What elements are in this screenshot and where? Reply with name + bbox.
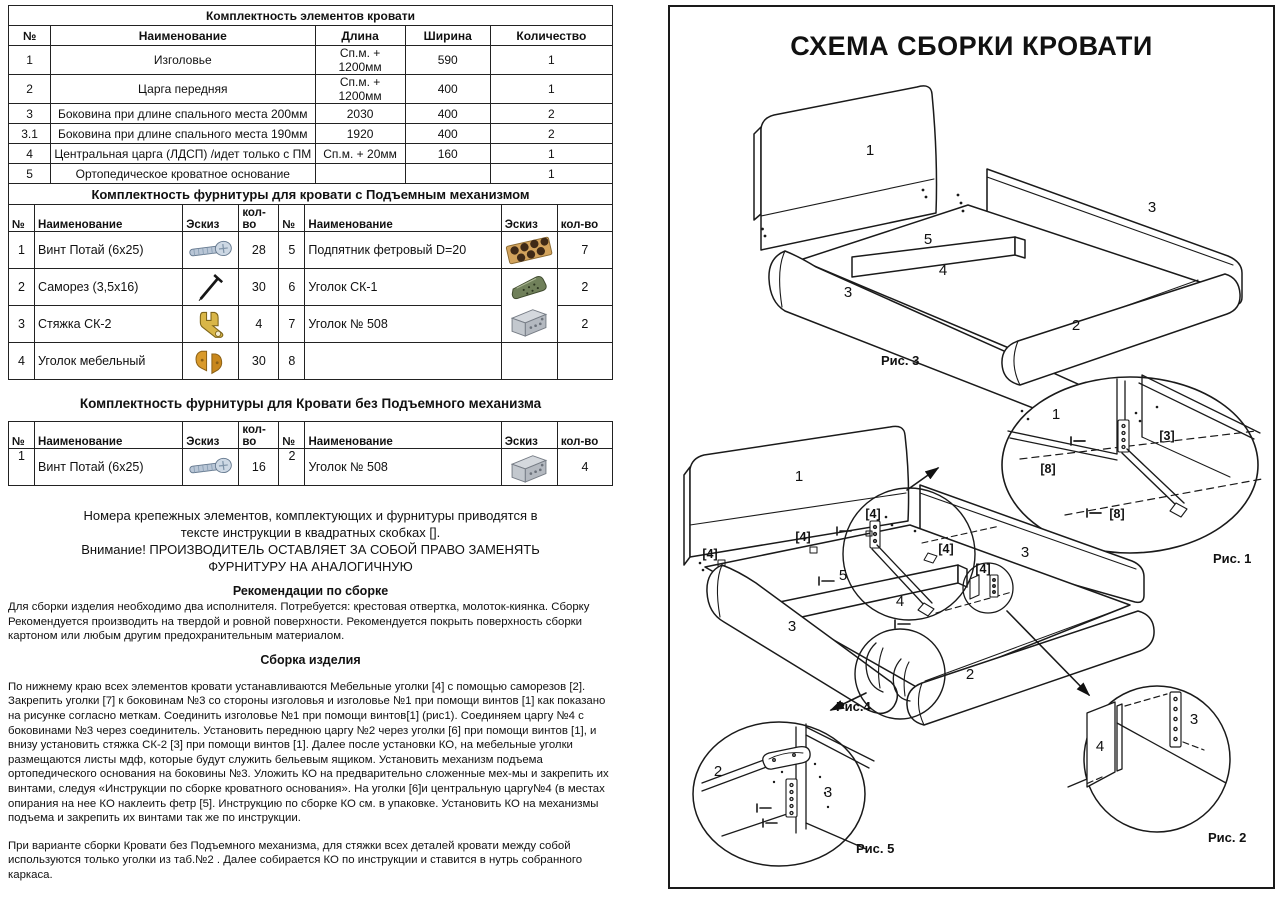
cell-length [315,164,405,184]
cell-qty [557,343,612,380]
fig1-label-bolt-b: [8] [1109,507,1125,521]
table-row [9,449,613,486]
col-header-sketch: Эскиз [183,205,239,232]
cell-name [305,343,501,380]
scheme-title: СХЕМА СБОРКИ КРОВАТИ [790,31,1153,61]
cell-num: 2 [9,75,51,104]
hardware-with-lift-table [8,183,613,380]
cell-qty: 16 [239,449,279,486]
fig4-label-headboard: 1 [794,468,804,485]
fig2-caption: Рис. 2 [1208,830,1247,845]
fig3-label-center-rail: 4 [938,262,948,279]
fig3-label-side-right: 3 [1147,199,1157,216]
col-header-num: № [279,422,305,449]
bed-elements-table [8,5,613,184]
corner-ck1-icon [508,274,550,304]
table-row [9,104,613,124]
cell-name: Уголок СК-1 [305,269,501,306]
col-header-num: № [9,422,35,449]
hardware-without-lift-table [8,421,613,486]
note-line: ФУРНИТУРУ НА АНАЛОГИЧНУЮ [208,559,413,574]
cell-name: Ортопедическое кроватное основание [51,164,315,184]
cell-name: Винт Потай (6x25) [35,449,183,486]
corner-508-icon [506,451,552,483]
table-header-row [9,26,613,46]
col-header-qty: Количество [490,26,612,46]
tie-ck2-icon [193,308,229,340]
fig3-label-front-rail: 2 [1071,317,1081,334]
table-row [9,232,613,269]
col-header-sketch: Эскиз [501,205,557,232]
cell-name: Уголок № 508 [305,306,501,343]
cell-width: 160 [405,144,490,164]
fig4-label-front-rail: 2 [965,666,975,683]
fig1-caption: Рис. 1 [1213,551,1252,566]
fig4-label-platform: 5 [838,567,848,584]
table-row [9,144,613,164]
col-header-sketch: Эскиз [183,422,239,449]
cell-name: Уголок мебельный [35,343,183,380]
fig5-label-side: 3 [823,784,833,801]
merged-sketch-cell [501,269,557,343]
cell-name: Боковина при длине спального места 190мм [51,124,315,144]
assembly-paragraph-1: По нижнему краю всех элементов кровати устанавливаются Мебельные уголки [4] с помощью саморезов [2]. Закрепить уголки [7] к боковинам №3 со стороны изголовья и изголовье №1 при помощи винтов [1] как показано на рисунке согласно меткам. Соединить изголовье №1 при помощи винтов[1] (рис1). Соединяем царгу №4 с боковинами №3 через соединитель. Установить переднюю царгу №2 через уголки [6] при помощи винтов [1], и внизу установить стяжка СК-2 [3] при помощи винтов [1]. Далее после установки КО, на мебельные уголки размещаются листы мдф, которые будут служить бельевым ящиком. Установить механизм подъема ортопедического основания на боковины №3. Уложить КО на предварительно сложенные мех-мы и закрепить их винтами, следуя «Инструкции по сборке кроватного основания». На уголки [6]и центральную царгу№4 (в местах опирания на нее КО наклеить фетр [5]. Инструкцию по сборке КО см. в упаковке. Установить КО на механизмы подъема и закрепить их винтами так же по инструкции. [8,680,609,825]
fig4-label-corner-e: [4] [975,562,991,576]
recommendations-text: Для сборки изделия необходимо два исполнителя. Потребуется: крестовая отвертка, молоток-киянка. Сборку Рекомендуется производить на твердой и ровной поверхности. Рекомендуется покрыть поверхность сборки картоном или любым другим предохранительным материалом. [8,601,590,643]
cell-length: Сп.м. + 1200мм [315,75,405,104]
empty-sketch-cell [501,343,557,380]
bed-elements-table-title: Комплектность элементов кровати [9,6,613,26]
cell-num: 2 [9,269,35,306]
cell-num: 5 [279,232,305,269]
cell-qty: 2 [490,104,612,124]
cell-name: Уголок № 508 [305,449,501,486]
table-row [9,164,613,184]
cell-qty: 1 [490,46,612,75]
col-header-name: Наименование [51,26,315,46]
cell-name: Изголовье [51,46,315,75]
corner-508-icon [506,305,552,337]
cell-qty: 30 [239,269,279,306]
furniture-corner-icon [193,346,229,376]
cell-width [405,164,490,184]
fig3-drawing [754,86,1242,427]
self-tapping-screw-icon [194,271,228,303]
col-header-sketch: Эскиз [501,422,557,449]
cell-name: Боковина при длине спального места 200мм [51,104,315,124]
fig1-label-bolt-a: [8] [1040,462,1056,476]
fig5-caption: Рис. 5 [856,841,895,856]
cell-num: 3 [9,104,51,124]
cell-qty: 1 [490,144,612,164]
screw-icon [187,455,235,479]
note-line: тексте инструкции в квадратных скобках []. [180,525,441,540]
hardware-with-lift-title: Комплектность фурнитуры для кровати с Подъемным механизмом [9,184,613,205]
table-row [9,269,613,306]
fig2-drawing [1068,686,1230,832]
cell-num: 7 [279,306,305,343]
cell-num: 4 [9,343,35,380]
recommendations-title: Рекомендации по сборке [232,584,389,598]
fig4-label-corner-b: [4] [795,530,811,544]
cell-qty: 4 [557,449,612,486]
felt-pads-icon [504,234,554,266]
fig4-label-side-left: 3 [787,618,797,635]
cell-num: 4 [9,144,51,164]
fig3-label-side-left: 3 [843,284,853,301]
table-row [9,75,613,104]
table-header-row [9,422,613,449]
cell-width: 400 [405,75,490,104]
fig3-label-headboard: 1 [865,142,875,159]
fig1-label-headboard: 1 [1051,406,1061,423]
cell-length: Сп.м. + 1200мм [315,46,405,75]
fig1-label-tie: [3] [1159,429,1175,443]
cell-qty: 4 [239,306,279,343]
cell-num: 1 [9,46,51,75]
cell-qty: 1 [490,164,612,184]
table-header-row [9,205,613,232]
col-header-num: № [9,26,51,46]
fig3-caption: Рис. 3 [881,353,920,368]
fig2-label-side: 3 [1189,711,1199,728]
cell-width: 400 [405,124,490,144]
cell-qty: 28 [239,232,279,269]
col-header-qty: кол-во [239,422,279,449]
cell-name: Стяжка СК-2 [35,306,183,343]
col-header-name: Наименование [305,205,501,232]
cell-length: 1920 [315,124,405,144]
screw-icon [187,238,235,262]
cell-name: Царга передняя [51,75,315,104]
cell-qty: 7 [557,232,612,269]
fig3-label-platform: 5 [923,231,933,248]
cell-length: Сп.м. + 20мм [315,144,405,164]
fig4-label-corner-a: [4] [702,547,718,561]
fig4-label-corner-c: [4] [865,507,881,521]
parts-lists-column [8,5,613,883]
col-header-name: Наименование [35,205,183,232]
col-header-num: № [9,205,35,232]
col-header-name: Наименование [35,422,183,449]
cell-num: 1 [9,449,35,486]
cell-name: Центральная царга (ЛДСП) /идет только с ПМ [51,144,315,164]
col-header-width: Ширина [405,26,490,46]
cell-width: 400 [405,104,490,124]
col-header-num: № [279,205,305,232]
hardware-without-lift-title: Комплектность фурнитуры для Кровати без Подъемного механизма [79,396,542,411]
fasteners-note [8,507,613,575]
col-header-name: Наименование [305,422,501,449]
cell-qty: 2 [557,269,612,306]
cell-num: 6 [279,269,305,306]
col-header-length: Длина [315,26,405,46]
assembly-title: Сборка изделия [260,652,361,667]
assembly-scheme-panel [668,5,1275,889]
col-header-qty: кол-во [557,205,612,232]
note-line: Внимание! ПРОИЗВОДИТЕЛЬ ОСТАВЛЯЕТ ЗА СОБОЙ ПРАВО ЗАМЕНЯТЬ [81,542,540,557]
cell-qty: 2 [557,306,612,343]
cell-num: 1 [9,232,35,269]
cell-width: 590 [405,46,490,75]
cell-name: Винт Потай (6х25) [35,232,183,269]
fig4-label-corner-d: [4] [938,542,954,556]
cell-name: Подпятник фетровый D=20 [305,232,501,269]
cell-length: 2030 [315,104,405,124]
cell-num: 3 [9,306,35,343]
cell-num: 3.1 [9,124,51,144]
assembly-paragraph-2: При варианте сборки Кровати без Подъемного механизма, для стяжки всех деталей кровати между собой используются только уголки из таб.№2 . Далее собирается КО по инструкции и ставится в нутрь собранного каркаса. [8,839,583,881]
cell-num: 8 [279,343,305,380]
fig4-caption: Рис.4 [836,699,871,714]
table-row [9,124,613,144]
cell-name: Саморез (3,5х16) [35,269,183,306]
fig5-label-front-rail: 2 [713,763,723,780]
col-header-qty: кол-во [557,422,612,449]
cell-qty: 1 [490,75,612,104]
fig2-label-center-rail: 4 [1095,738,1105,755]
table-row [9,46,613,75]
fig5-drawing [693,722,874,866]
cell-num: 5 [9,164,51,184]
assembly-diagram [670,7,1271,885]
fig4-label-center-rail: 4 [895,593,905,610]
fig4-label-side-right: 3 [1020,544,1030,561]
cell-qty: 2 [490,124,612,144]
col-header-qty: кол-во [239,205,279,232]
table-row [9,343,613,380]
cell-num: 2 [279,449,305,486]
cell-qty: 30 [239,343,279,380]
note-line: Номера крепежных элементов, комплектующих и фурнитуры приводятся в [83,508,538,523]
